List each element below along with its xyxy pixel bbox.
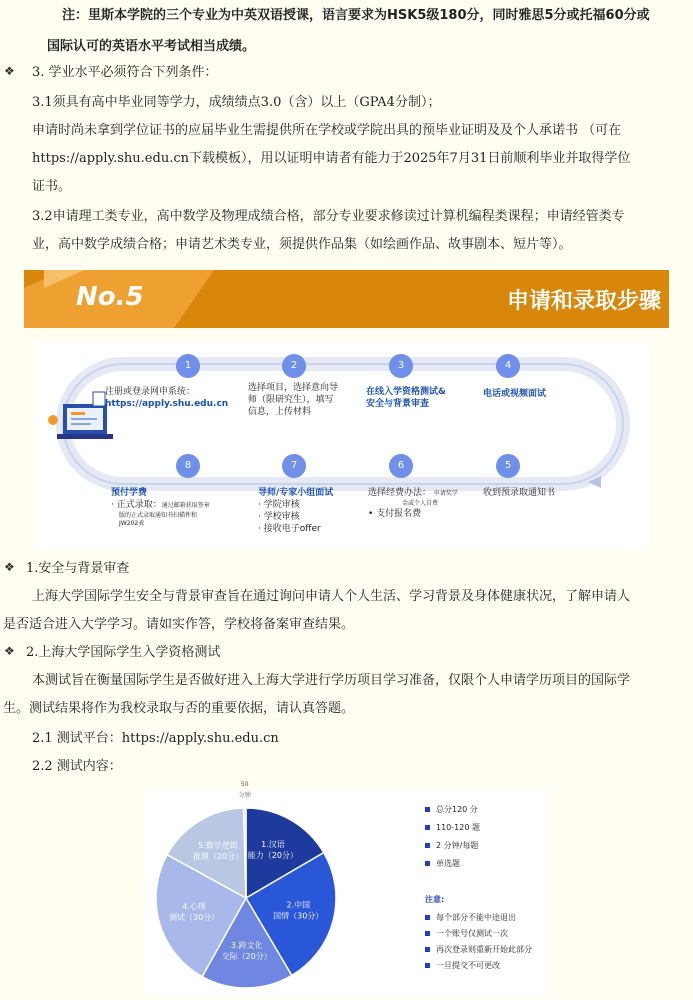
pie-slice-label: 3.跨文化 (230, 940, 263, 950)
step-8-text: 预付学费 · 正式录取：通过邮箱获取签章 版的正式录取通知书扫描件和 JW202表 (111, 488, 210, 527)
section-3-title: 3. 学业水平必须符合下列条件： (32, 65, 218, 80)
s2-para-line2: 生。测试结果将作为我校录取与否的重要依据，请认真答题。 (3, 701, 355, 716)
step-3-text: 在线入学资格测试& 安全与背景审查 (366, 387, 446, 409)
step-1-text: 注册或登录网申系统： https://apply.shu.edu.cn (105, 387, 229, 409)
step-8-badge: 8 (176, 454, 200, 478)
step-banner (24, 270, 669, 328)
para-3-1b-line2: https://apply.shu.edu.cn下载模板），用以证明申请者有能力于2025年7月31日前顺利毕业并取得学位 (32, 151, 631, 166)
pie-slice-label: 分钟 (238, 792, 251, 800)
para-3-1: 3.1须具有高中毕业同等学力，成绩绩点3.0（含）以上（GPA4分制）； (32, 95, 441, 110)
diamond-bullet-icon: ❖ (4, 644, 15, 658)
step-7-text: 导师/专家小组面试 · 学院审核 · 学校审核 · 接收电子offer (258, 488, 334, 534)
step-6-badge: 6 (389, 454, 413, 478)
step-6-text: 选择经费办法： 申请奖学 金或个人自费 • 支付报名费 (368, 488, 458, 519)
chart-legend (425, 804, 480, 870)
pie-slice-label: 4.心理 (182, 901, 206, 911)
s1-title: 1.安全与背景审查 (26, 561, 130, 576)
step-1-badge: 1 (176, 354, 200, 378)
note-line-2: 国际认可的英语水平考试相当成绩。 (47, 39, 256, 54)
process-flow-diagram (33, 342, 650, 550)
step-2-badge: 2 (282, 354, 306, 378)
pie-slice-label: 能力（20分） (247, 851, 298, 861)
step-4-text: 电话或视频面试 (483, 389, 547, 399)
pie-slice-label: 交际（20分） (221, 951, 272, 961)
test-content-chart (143, 781, 548, 996)
legend-item: 2 分钟/每题 (425, 840, 480, 852)
step-2-text: 选择项目，选择意向导 师（限研究生），填写 信息，上传材料 (248, 383, 339, 417)
pie-slice-label: 5.数学逻辑 (198, 840, 238, 850)
chart-notes (425, 894, 532, 972)
banner-title: 申请和录取步骤 (506, 289, 661, 314)
note-item: 每个部分不能中途退出 (425, 912, 532, 924)
s2-title: 2.上海大学国际学生入学资格测试 (26, 645, 221, 660)
note-item: 一个账号仅测试一次 (425, 928, 532, 940)
s2-1-platform: 2.1 测试平台：https://apply.shu.edu.cn (32, 731, 279, 746)
pie-slice-label: 2.中国 (286, 900, 311, 910)
s2-2-content: 2.2 测试内容： (32, 759, 122, 774)
legend-item: 110-120 题 (425, 822, 480, 834)
pie-slice-label: 50 (240, 781, 249, 789)
diamond-bullet-icon: ❖ (4, 64, 15, 78)
notes-title: 注意: (425, 895, 445, 904)
pie-slice-label: 推理（20分） (192, 851, 243, 861)
para-3-2-line2: 业，高中数学成绩合格；申请艺术类专业，须提供作品集（如绘画作品、故事剧本、短片等）。 (32, 237, 572, 252)
note-item: 一旦提交不可更改 (425, 960, 532, 972)
note-item: 再次登录则重新开始此部分 (425, 944, 532, 956)
legend-item: 总分120 分 (425, 804, 480, 816)
apply-link[interactable]: https://apply.shu.edu.cn (105, 399, 229, 409)
s1-para-line1: 上海大学国际学生安全与背景审查旨在通过询问申请人个人生活、学习背景及身体健康状况，了解申请人 (32, 589, 631, 604)
step-7-badge: 7 (282, 454, 306, 478)
s2-para-line1: 本测试旨在衡量国际学生是否做好进入上海大学进行学历项目学习准备，仅限个人申请学历项目的国际学 (32, 673, 631, 688)
legend-item: 单选题 (425, 858, 480, 870)
para-3-2-line1: 3.2申请理工类专业，高中数学及物理成绩合格，部分专业要求修读过计算机编程类课程；申请经管类专 (32, 209, 625, 224)
para-3-1b-line1: 申请时尚未拿到学位证书的应届毕业生需提供所在学校或学院出具的预毕业证明及及个人承诺书 （可在 (32, 123, 622, 138)
diamond-bullet-icon: ❖ (4, 560, 15, 574)
banner-number: No.5 (76, 282, 144, 312)
note-line-1: 注：里斯本学院的三个专业为中英双语授课，语言要求为HSK5级180分，同时雅思5分或托福60分或 (62, 8, 650, 23)
s1-para-line2: 是否适合进入大学学习。请如实作答，学校将备案审查结果。 (3, 617, 355, 632)
pie-slice-label: 测试（30分） (169, 912, 220, 922)
step-5-badge: 5 (496, 454, 520, 478)
step-4-badge: 4 (496, 354, 520, 378)
pie-slice-label: 国情（30分） (273, 911, 324, 921)
step-5-text: 收到预录取通知书 (483, 488, 556, 498)
para-3-1b-line3: 证书。 (32, 179, 72, 194)
step-3-badge: 3 (389, 354, 413, 378)
pie-slice-label: 1.汉语 (261, 840, 285, 850)
